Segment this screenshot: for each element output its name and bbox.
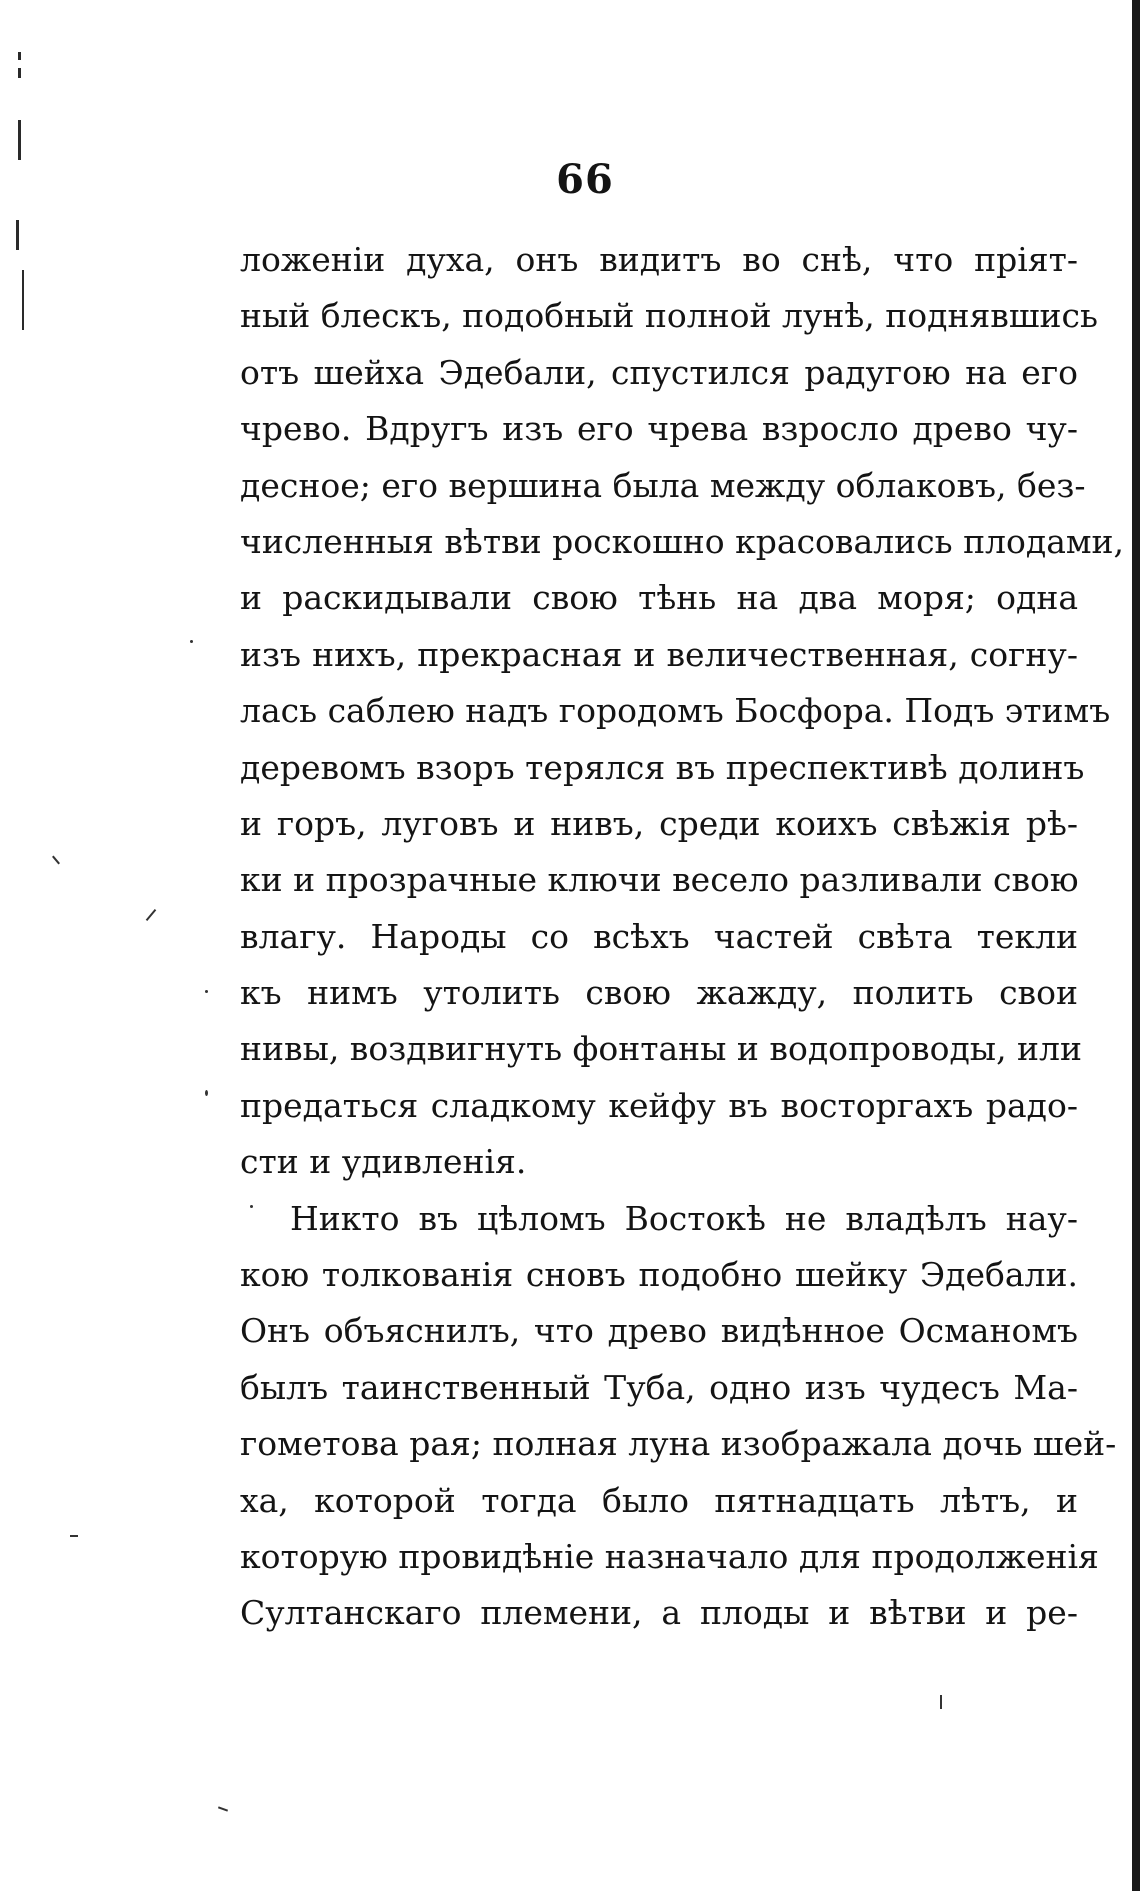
print-speck bbox=[52, 856, 60, 865]
print-speck bbox=[205, 990, 208, 993]
text-line: Никто въ цѣломъ Востокѣ не владѣлъ нау- bbox=[290, 1198, 1078, 1238]
print-speck bbox=[218, 1806, 228, 1811]
text-line: Онъ объяснилъ, что древо видѣнное Османомъ bbox=[240, 1311, 1078, 1351]
print-speck bbox=[146, 909, 157, 921]
text-line: лась саблею надъ городомъ Босфора. Подъ этимъ bbox=[240, 691, 1111, 731]
text-line: гометова рая; полная луна изображала дочь шей- bbox=[240, 1424, 1117, 1464]
text-line: деревомъ взоръ терялся въ преспективѣ долинъ bbox=[240, 747, 1085, 787]
text-line: нивы, воздвигнуть фонтаны и водопроводы, или bbox=[240, 1029, 1082, 1069]
text-line: предаться сладкому кейфу въ восторгахъ радо- bbox=[240, 1085, 1078, 1125]
page-number: 66 bbox=[556, 156, 614, 203]
text-line: былъ таинственный Туба, одно изъ чудесъ Ма- bbox=[240, 1367, 1078, 1407]
text-line: численныя вѣтви роскошно красовались плодами, bbox=[240, 521, 1125, 561]
text-line: ный блескъ, подобный полной лунѣ, поднявшись bbox=[240, 296, 1098, 336]
text-line: Султанскаго племени, а плоды и вѣтви и ре- bbox=[240, 1593, 1078, 1633]
print-speck bbox=[940, 1695, 942, 1709]
text-line: ха, которой тогда было пятнадцать лѣтъ, и bbox=[240, 1480, 1078, 1520]
text-line: и горъ, луговъ и нивъ, среди коихъ свѣжія рѣ- bbox=[240, 803, 1078, 843]
text-line: десное; его вершина была между облаковъ, без- bbox=[240, 465, 1086, 505]
text-line: ки и прозрачные ключи весело разливали свою bbox=[240, 860, 1079, 900]
print-speck bbox=[250, 1205, 253, 1208]
text-line: сти и удивленія. bbox=[240, 1142, 527, 1182]
print-speck bbox=[190, 640, 193, 643]
print-speck bbox=[205, 1090, 208, 1096]
text-line: отъ шейха Эдебали, спустился радугою на его bbox=[240, 352, 1078, 392]
text-line: чрево. Вдругъ изъ его чрева взросло древо чу- bbox=[240, 409, 1078, 449]
text-line: и раскидывали свою тѣнь на два моря; одна bbox=[240, 578, 1078, 618]
text-line: влагу. Народы со всѣхъ частей свѣта текли bbox=[240, 916, 1078, 956]
body-text bbox=[240, 232, 1125, 1642]
text-line: къ нимъ утолить свою жажду, полить свои bbox=[240, 973, 1078, 1013]
text-line: которую провидѣніе назначало для продолженія bbox=[240, 1536, 1099, 1576]
text-line: изъ нихъ, прекрасная и величественная, согну- bbox=[240, 634, 1078, 674]
print-speck bbox=[70, 1535, 78, 1537]
text-line: кою толкованія сновъ подобно шейку Эдебали. bbox=[240, 1255, 1078, 1295]
page-edge-shadow bbox=[1132, 0, 1140, 1891]
text-line: ложеніи духа, онъ видитъ во снѣ, что пріят- bbox=[240, 240, 1078, 279]
